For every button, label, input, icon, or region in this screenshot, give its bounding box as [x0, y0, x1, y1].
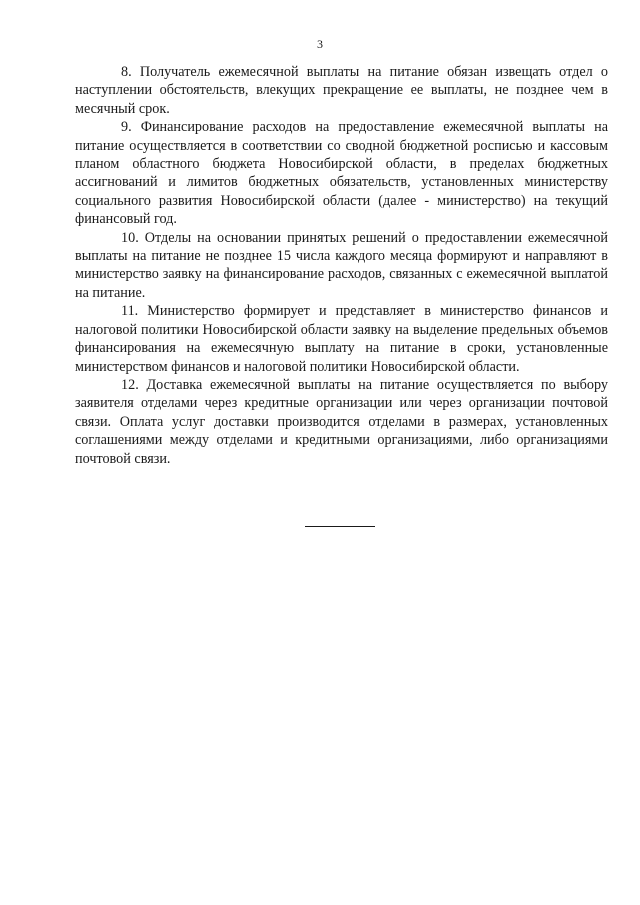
paragraph-8: 8. Получатель ежемесячной выплаты на питание обязан извещать отдел о наступлении обстоятельств, влекущих прекращение ее выплаты, не позднее чем в месячный срок. [75, 64, 608, 117]
paragraph-9: 9. Финансирование расходов на предоставление ежемесячной выплаты на питание осуществляется в соответствии со сводной бюджетной росписью и кассовым планом областного бюджета Новосибирской области, в пределах бюджетных ассигнований и лимитов бюджетных обязательств, установленных министерству социального развития Новосибирской области (далее - министерство) на текущий финансовый год. [75, 119, 608, 228]
paragraph-12: 12. Доставка ежемесячной выплаты на питание осуществляется по выбору заявителя отделами через кредитные организации или через организации почтовой связи. Оплата услуг доставки производится отделами в размерах, установленных соглашениями между отделами и кредитными организациями, либо организациями почтовой связи. [75, 376, 608, 467]
document-body [75, 63, 608, 468]
paragraph-10: 10. Отделы на основании принятых решений о предоставлении ежемесячной выплаты на питание не позднее 15 числа каждого месяца формируют и направляют в министерство заявку на финансирование расходов, связанных с ежемесячной выплатой на питание. [75, 229, 608, 301]
end-separator-line [305, 526, 375, 527]
paragraph-11: 11. Министерство формирует и представляет в министерство финансов и налоговой политики Новосибирской области заявку на выделение предельных объемов финансирования на ежемесячную выплату на питание в сроки, установленные министерством финансов и налоговой политики Новосибирской области. [75, 303, 608, 375]
page-number: 3 [317, 37, 323, 51]
